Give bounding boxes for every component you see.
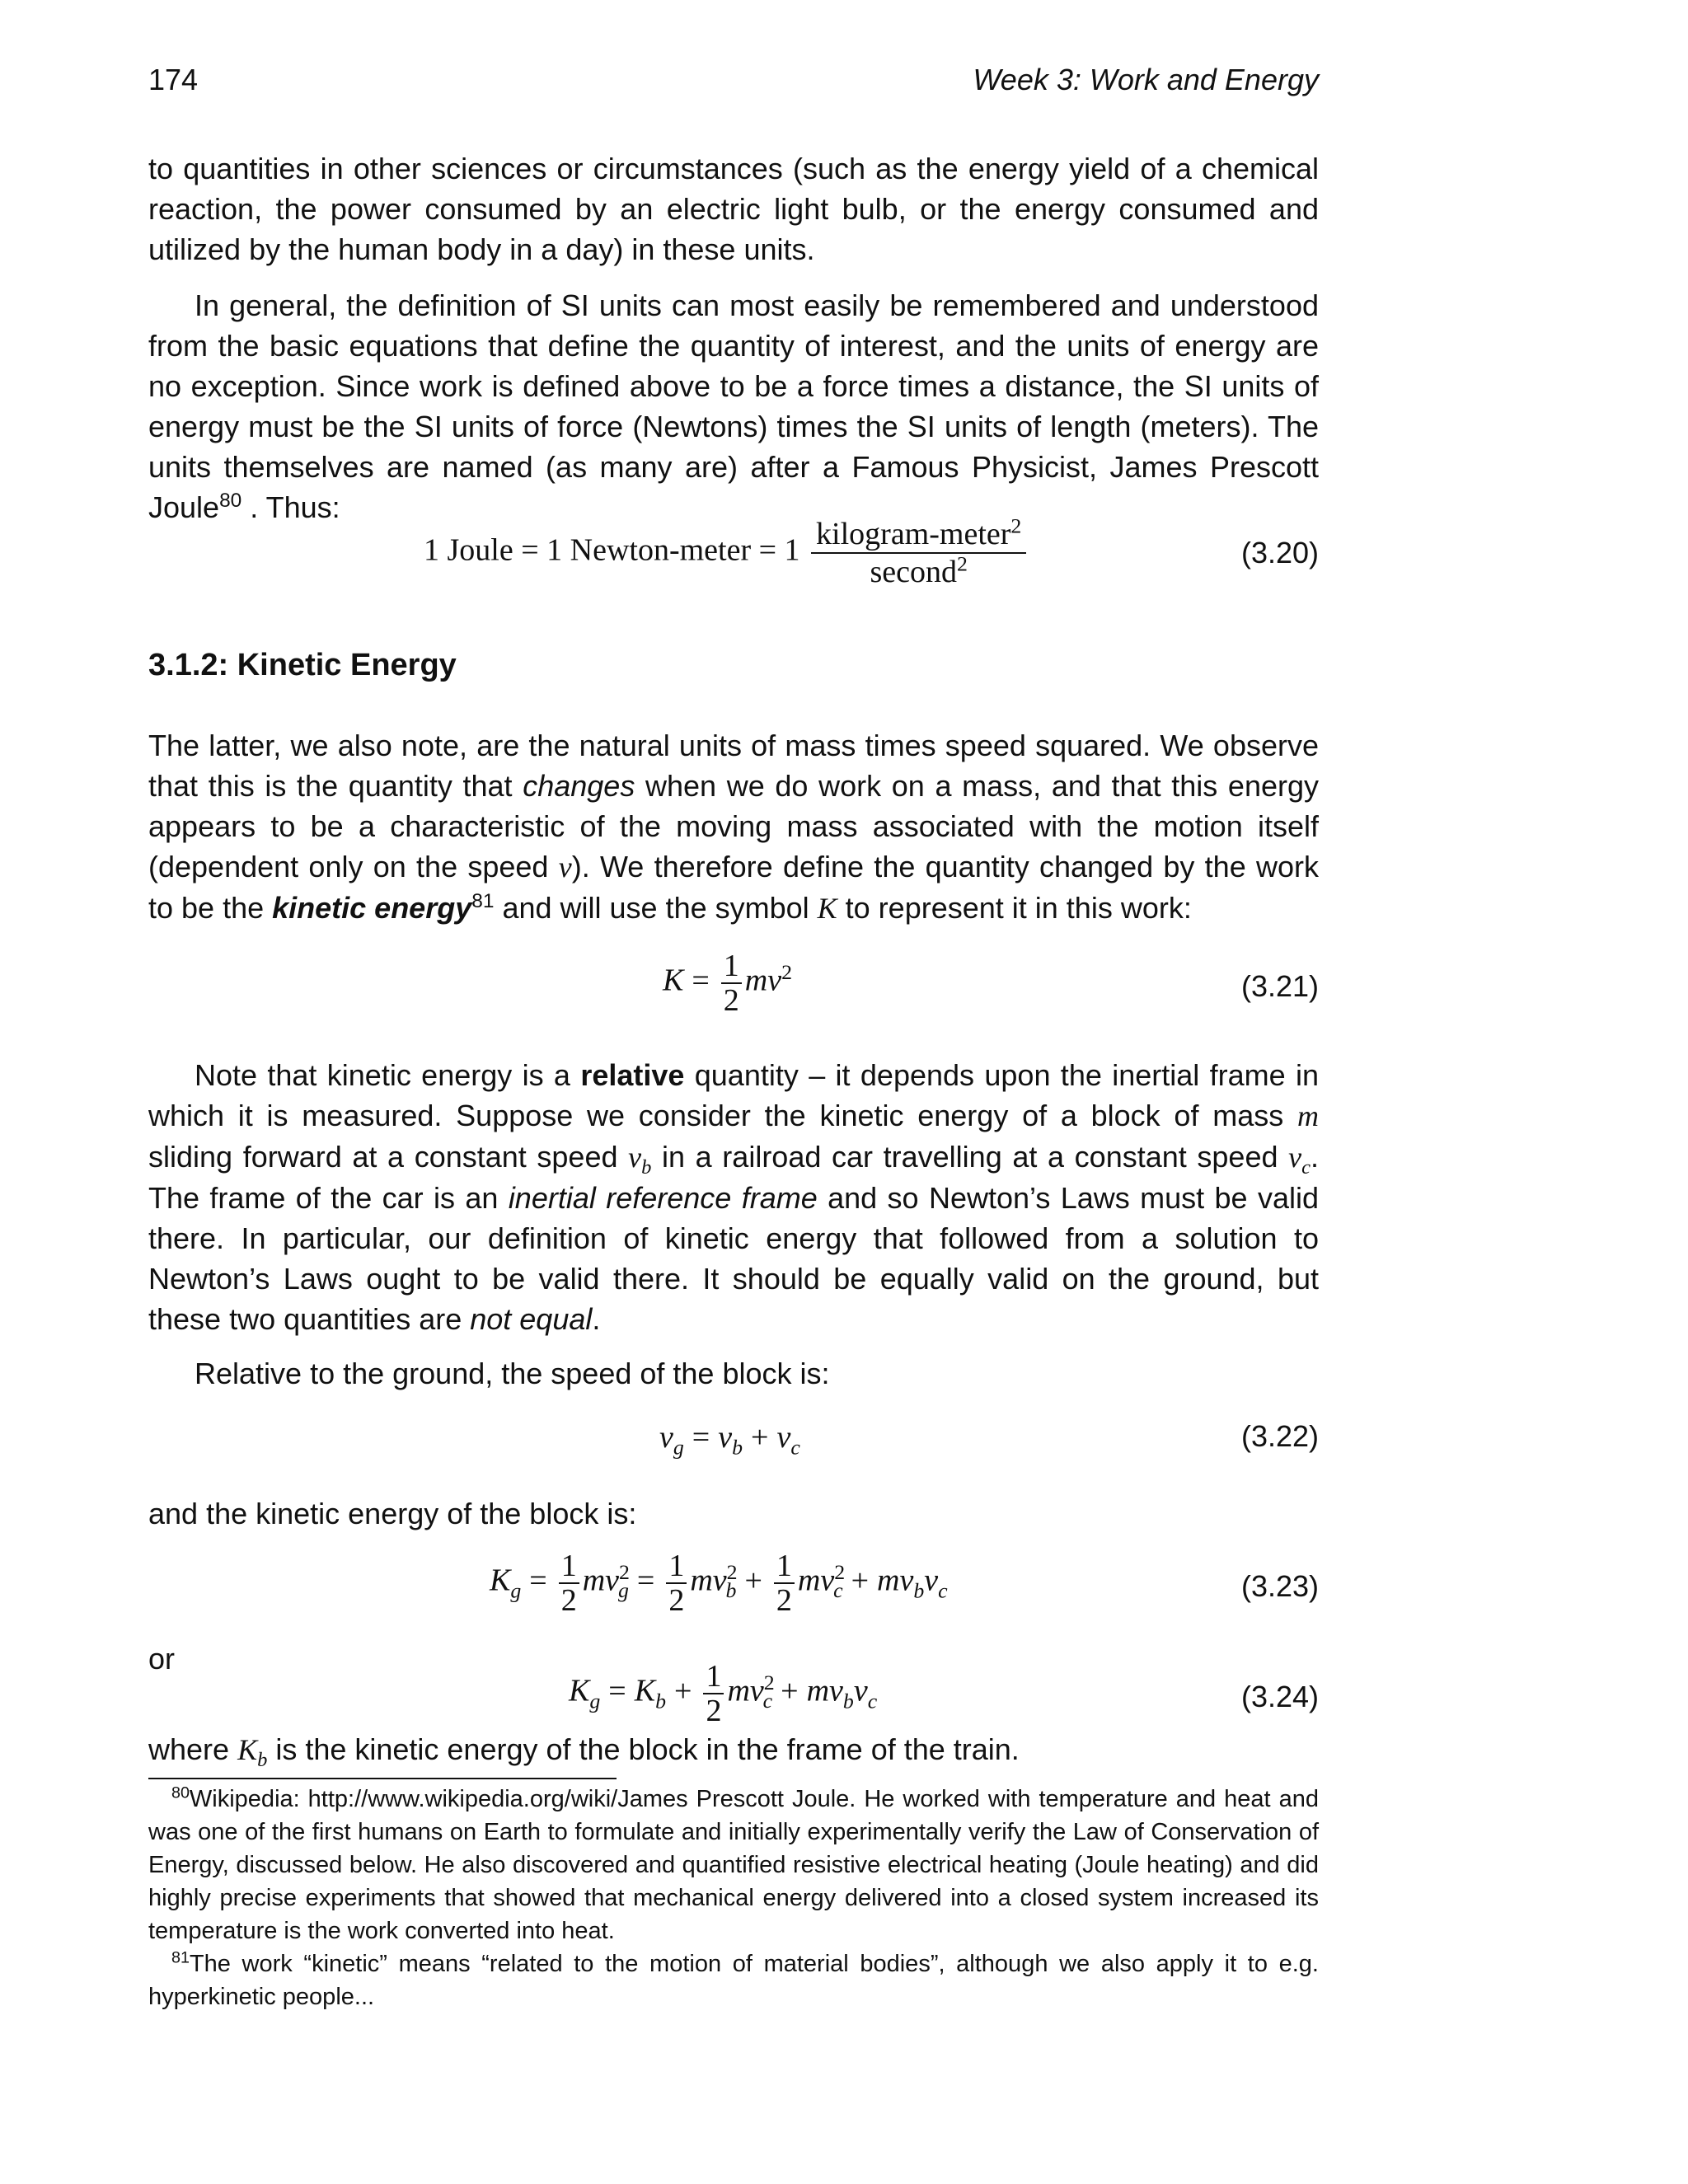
equation-number-3-24: (3.24) [1240, 1680, 1319, 1713]
footnote-rule [148, 1778, 617, 1779]
footnote-ref-80[interactable]: 80 [219, 490, 242, 512]
paragraph-kinetic-energy-definition: The latter, we also note, are the natural units of mass times speed squared. We observe that this is the quantity that changes when we do work on a mass, and that this energy appears to be a characteristic of the moving mass associated with the motion itself (dependent only on the speed v). We therefore define the quantity changed by the work to be the kinetic energy$^{81}$ and will use the symbol K to represent it in this work: [148, 729, 1320, 925]
emphasis-inertial-reference-frame: inertial reference frame [508, 1181, 818, 1215]
section-heading: 3.1.2: Kinetic Energy [148, 648, 457, 682]
paragraph-continued: to quantities in other sciences or circumstances (such as the energy yield of a chemical reaction, the power consumed by an electric light bulb, or the energy consumed and utilized by the human body in a day) in these units. [148, 152, 1319, 266]
equation-number-3-21: (3.21) [1240, 969, 1319, 1003]
equation-3-23-body: $K_g$ = $\frac{1}{2}$ $mv^2_g$ = $\frac{1}{2}$ $mv^2_b$ + $\frac{1}{2}$ $mv^2_c + mv_bv_c$ [490, 1549, 948, 1618]
equation-3-20-body [424, 513, 1029, 590]
equation-3-22-body: $v_g = v_b + v_c$ [659, 1420, 800, 1460]
running-header [148, 63, 1319, 104]
running-title: Week 3: Work and Energy [973, 63, 1319, 96]
equation-3-24 [148, 1660, 1319, 1734]
equation-3-23 [148, 1549, 1319, 1624]
paragraph-si-units [148, 285, 1319, 527]
footnote-80 [148, 1783, 1319, 1947]
footnote-81 [148, 1947, 1319, 2013]
equation-number-3-20: (3.20) [1240, 536, 1319, 569]
term-kinetic-energy: kinetic energy [272, 891, 472, 925]
paragraph-si-units-tail: . Thus: [241, 490, 340, 524]
page-number: 174 [148, 63, 199, 96]
paragraph-si-units-text: In general, the definition of SI units can most easily be remembered and understood from the basic equations that define the quantity of interest, and the units of energy are no exception. Since work is defined above to be a force times a distance, the SI units of energy must be the SI units of force (Newtons) times the SI units of length (meters). The units themselves are named (as many are) after a Famous Physicist, James Prescott Joule [148, 288, 1319, 524]
equation-number-3-23: (3.23) [1240, 1569, 1319, 1603]
footnotes [148, 1783, 1319, 2013]
text-or: or [148, 1642, 176, 1675]
equation-number-3-22: (3.22) [1240, 1419, 1319, 1453]
footnote-ref-81[interactable]: 81 [471, 890, 495, 912]
equation-3-21-body: K = $\frac{1}{2}$ $mv^2$ [663, 949, 793, 1018]
equation-3-20 [148, 513, 1319, 590]
footnote-mark-81: 81 [171, 1948, 190, 1967]
emphasis-changes: changes [523, 769, 635, 803]
equation-3-22 [148, 1419, 1319, 1493]
paragraph-where-Kb: where $K_b$ is the kinetic energy of the block in the frame of the train. [148, 1732, 1020, 1772]
math-K: K [817, 892, 837, 925]
math-v: v [558, 851, 572, 883]
equation-3-20-fraction [811, 513, 1026, 590]
footnote-80-text: Wikipedia: http://www.wikipedia.org/wiki/James Prescott Joule. He worked with temperature and heat and was one of the first humans on Earth to formulate and initially experimentally verify the Law of Conservation of Energy, discussed below. He also discovered and quantified resistive electrical heating (Joule heating) and did highly precise experiments that showed that mechanical energy delivered into a closed system increased its temperature is the work converted into heat. [148, 1786, 1319, 1944]
equation-3-20-numerator: kilogram-meter$^2$ [816, 513, 1022, 551]
paragraph-relative-to-ground: Relative to the ground, the speed of the block is: [195, 1357, 830, 1390]
footnote-mark-80: 80 [171, 1783, 190, 1802]
footnote-81-text: The work “kinetic” means “related to the motion of material bodies”, although we also apply it to e.g. hyperkinetic people... [148, 1951, 1319, 2010]
equation-3-20-denominator: second$^2$ [811, 552, 1026, 590]
paragraph-kinetic-energy-of-block: and the kinetic energy of the block is: [148, 1497, 637, 1530]
term-relative: relative [580, 1058, 685, 1092]
paragraph-relative-quantity: Note that kinetic energy is a relative quantity – it depends upon the inertial frame in which it is measured. Suppose we consider the kinetic energy of a block of mass m sliding forward at a constant speed $v_b$ in a railroad car travelling at a constant speed $v_c$. The frame of the car is an inertial reference frame and so Newton’s Laws must be valid there. In particular, our definition of kinetic energy that followed from a solution to Newton’s Laws ought to be valid there. It should be equally valid on the ground, but these two quantities are not equal. [148, 1058, 1319, 1336]
equation-3-20-lhs: 1 Joule = 1 Newton-meter = 1 [424, 532, 800, 568]
emphasis-not-equal: not equal [470, 1302, 593, 1336]
equation-3-21 [148, 949, 1319, 1024]
equation-3-24-body: $K_g = K_b$ + $\frac{1}{2}$ $mv^2_c + mv_bv_c$ [569, 1659, 878, 1728]
